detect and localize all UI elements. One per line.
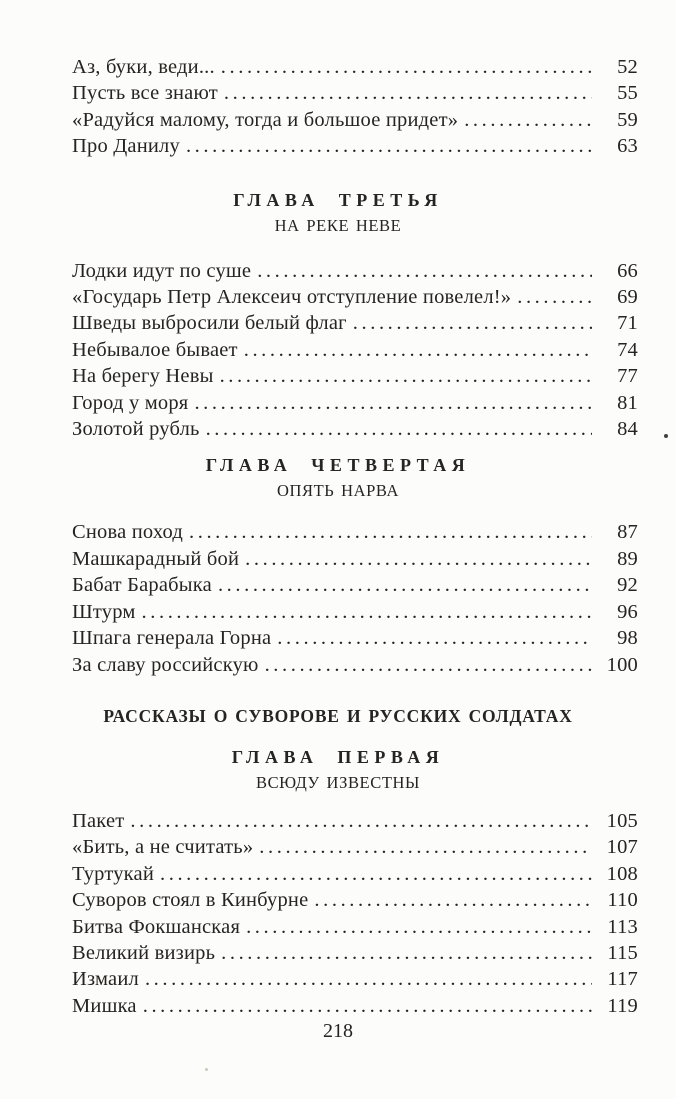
entry-page-number: 52 — [617, 56, 638, 78]
entry-title: Аз, буки, веди... — [72, 56, 215, 78]
entry-title: Снова поход — [72, 521, 183, 544]
ink-speck — [664, 434, 668, 438]
entry-page-number: 113 — [607, 915, 638, 938]
dot-leader — [218, 572, 592, 598]
entry-title: Битва Фокшанская — [72, 915, 241, 938]
entry-page-number: 59 — [617, 108, 638, 131]
toc-entry — [72, 107, 638, 133]
chapter-heading — [0, 452, 676, 503]
entry-title: На берегу Невы — [72, 365, 214, 388]
entry-title: Машкарадный бой — [72, 547, 240, 570]
entry-page-number: 63 — [617, 135, 638, 158]
ink-speck — [205, 1068, 208, 1071]
toc-section — [72, 187, 638, 443]
toc-entry — [72, 834, 638, 860]
toc-entry — [72, 914, 638, 940]
dot-leader — [277, 625, 592, 651]
toc-entry — [72, 808, 638, 834]
dot-leader — [265, 652, 592, 678]
toc-entry — [72, 310, 638, 336]
chapter-title: ГЛАВА ТРЕТЬЯ — [233, 189, 443, 210]
chapter-heading — [0, 187, 676, 238]
dot-leader — [245, 546, 592, 572]
toc-entry — [72, 390, 638, 416]
dot-leader — [517, 284, 592, 310]
dot-leader — [259, 834, 592, 860]
entry-page-number: 110 — [607, 889, 638, 912]
entry-title: Шпага генерала Горна — [72, 627, 272, 650]
page-number: 218 — [323, 1020, 353, 1042]
entry-page-number: 107 — [606, 836, 638, 859]
dot-leader — [220, 363, 592, 389]
chapter-heading — [0, 744, 676, 795]
entry-title: За славу российскую — [72, 653, 259, 676]
toc-entry — [72, 284, 638, 310]
dot-leader — [145, 966, 592, 992]
entry-title: Лодки идут по суше — [72, 259, 252, 282]
entry-title: Измаил — [72, 968, 139, 991]
entry-title: Город у моря — [72, 391, 189, 414]
entry-page-number: 66 — [617, 259, 638, 282]
entry-page-number: 108 — [606, 862, 638, 885]
entry-title: Небывалое бывает — [72, 338, 238, 361]
entry-title: Шведы выбросили белый флаг — [72, 312, 347, 335]
chapter-title: ГЛАВА ПЕРВАЯ — [231, 746, 445, 767]
dot-leader — [257, 258, 592, 284]
toc-section — [72, 54, 638, 160]
toc-entry — [72, 940, 638, 966]
entry-page-number: 100 — [606, 653, 638, 676]
chapter-subtitle: НА РЕКЕ НЕВЕ — [274, 215, 402, 235]
dot-leader — [186, 133, 592, 159]
dot-leader — [244, 337, 592, 363]
entry-page-number: 84 — [617, 418, 638, 441]
entry-title: Про Данилу — [72, 135, 180, 158]
toc-entry — [72, 416, 638, 442]
entry-page-number: 71 — [617, 312, 638, 335]
toc-entry — [72, 861, 638, 887]
part-title: РАССКАЗЫ О СУВОРОВЕ И РУССКИХ СОЛДАТАХ — [103, 705, 573, 726]
dot-leader — [189, 519, 592, 545]
dot-leader — [246, 914, 592, 940]
toc-entry — [72, 258, 638, 284]
entry-page-number: 96 — [617, 600, 638, 623]
dot-leader — [221, 940, 592, 966]
entry-title: Золотой рубль — [72, 418, 200, 441]
dot-leader — [194, 390, 592, 416]
entry-page-number: 55 — [617, 82, 638, 105]
dot-leader — [143, 993, 592, 1019]
toc-entry — [72, 546, 638, 572]
dot-leader — [142, 599, 592, 625]
entry-title: Великий визирь — [72, 941, 216, 964]
toc-entry — [72, 625, 638, 651]
entry-page-number: 115 — [607, 941, 638, 964]
dot-leader — [160, 861, 592, 887]
entry-title: «Радуйся малому, тогда и большое придет» — [72, 108, 459, 131]
toc-entry — [72, 966, 638, 992]
entry-title: Пакет — [72, 809, 125, 832]
toc-entry — [72, 599, 638, 625]
entry-page-number: 92 — [617, 574, 638, 597]
entry-page-number: 69 — [617, 286, 638, 309]
chapter-title: ГЛАВА ЧЕТВЕРТАЯ — [205, 455, 471, 476]
entry-page-number: 117 — [607, 968, 638, 991]
dot-leader — [130, 808, 592, 834]
toc-entry — [72, 572, 638, 598]
entry-page-number: 77 — [617, 365, 638, 388]
toc-entry — [72, 993, 638, 1019]
toc-entry — [72, 652, 638, 678]
dot-leader — [314, 887, 592, 913]
page-footer — [0, 1019, 676, 1043]
entry-title: «Государь Петр Алексеич отступление повелел!» — [72, 286, 512, 309]
entry-page-number: 119 — [607, 994, 638, 1017]
toc-entry — [72, 519, 638, 545]
chapter-subtitle: ОПЯТЬ НАРВА — [276, 481, 399, 501]
dot-leader — [464, 107, 592, 133]
entry-title: Пусть все знают — [72, 82, 218, 105]
entry-page-number: 98 — [617, 627, 638, 650]
toc-entry — [72, 337, 638, 363]
dot-leader — [221, 54, 592, 80]
entry-page-number: 74 — [617, 338, 638, 361]
toc-entry — [72, 133, 638, 159]
table-of-contents — [72, 0, 638, 1019]
toc-entry — [72, 80, 638, 106]
toc-entry — [72, 363, 638, 389]
dot-leader — [353, 310, 592, 336]
entry-title: «Бить, а не считать» — [72, 836, 254, 859]
dot-leader — [206, 416, 592, 442]
toc-section — [72, 452, 638, 677]
entry-title: Бабат Барабыка — [72, 574, 212, 597]
toc-section — [72, 704, 638, 1019]
toc-entry — [72, 887, 638, 913]
entry-title: Суворов стоял в Кинбурне — [72, 889, 309, 912]
entry-page-number: 81 — [617, 391, 638, 414]
dot-leader — [224, 80, 592, 106]
chapter-subtitle: ВСЮДУ ИЗВЕСТНЫ — [255, 772, 421, 792]
entry-page-number: 89 — [617, 547, 638, 570]
toc-entry — [72, 54, 638, 80]
entry-page-number: 87 — [617, 521, 638, 544]
entry-title: Мишка — [72, 994, 137, 1017]
entry-title: Туртукай — [72, 862, 154, 885]
entry-title: Штурм — [72, 600, 136, 623]
entry-page-number: 105 — [606, 809, 638, 832]
